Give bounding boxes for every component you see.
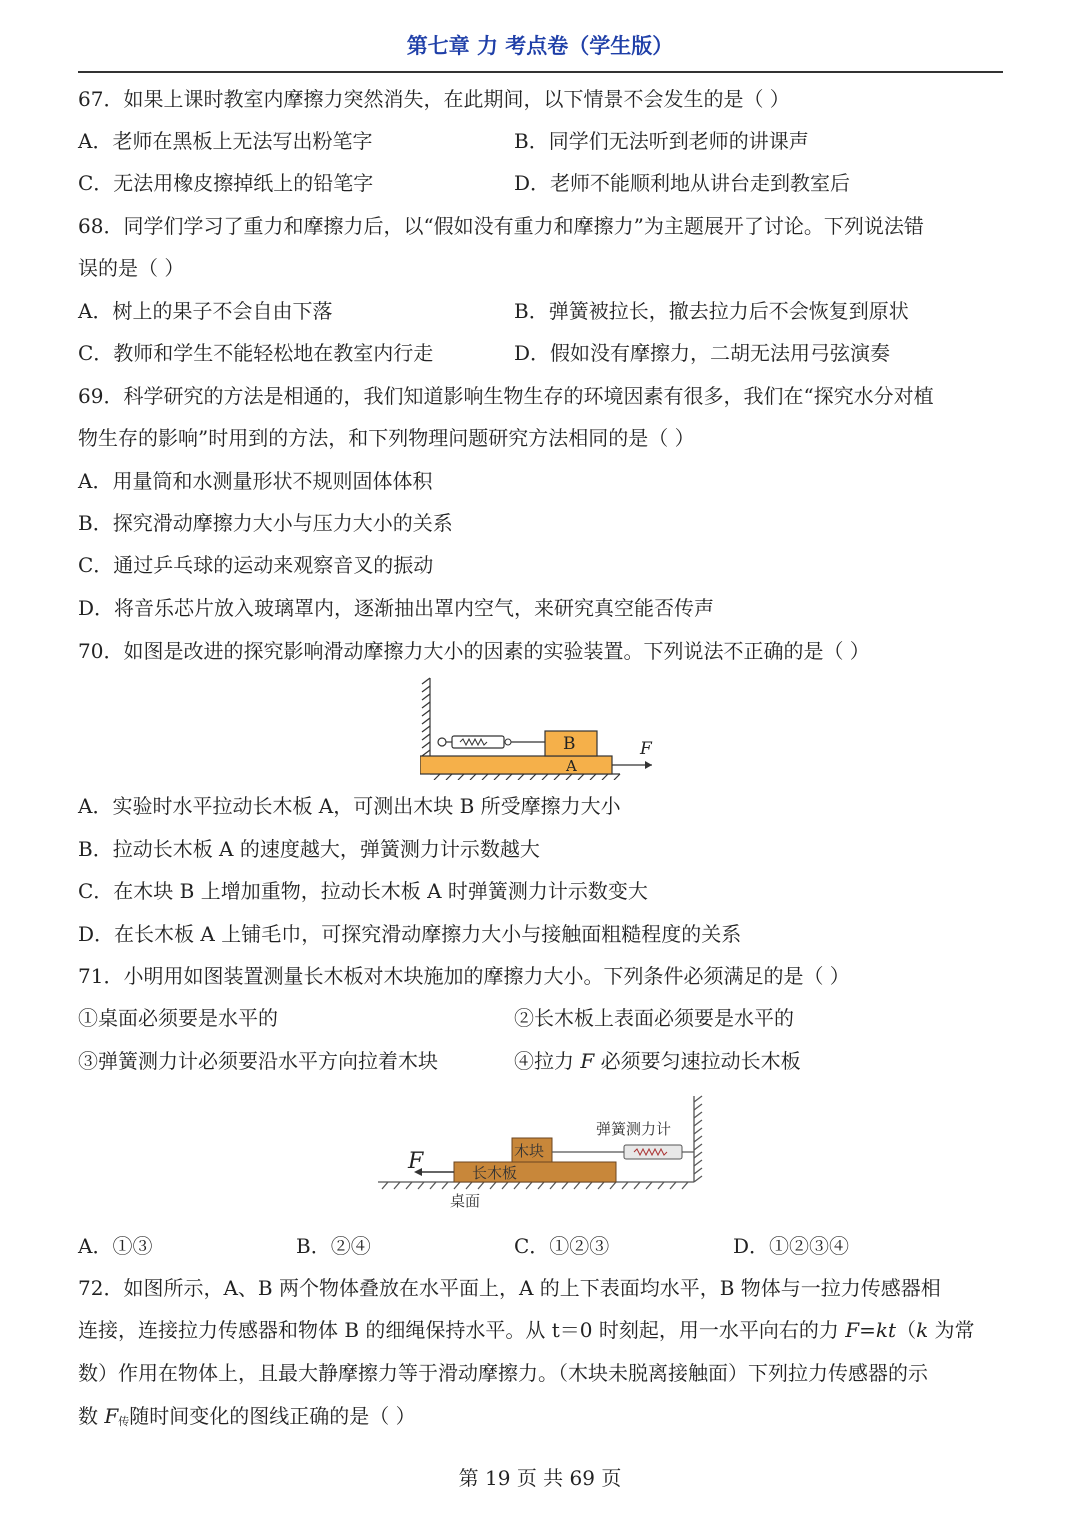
header-rule xyxy=(78,71,1003,73)
q67-option-d: D．老师不能顺利地从讲台走到教室后 xyxy=(514,171,851,195)
q71-option-b: B．②④ xyxy=(296,1234,371,1258)
q70-board-a xyxy=(420,756,612,774)
q72-stem-line4: 数 $F_传$随时间变化的图线正确的是（ ） xyxy=(78,1404,416,1428)
q69-option-a: A．用量筒和水测量形状不规则固体体积 xyxy=(78,469,433,493)
q70-stem: 70．如图是改进的探究影响滑动摩擦力大小的因素的实验装置。下列说法不正确的是（ ） xyxy=(78,639,870,663)
q72-stem-line3: 数）作用在物体上，且最大静摩擦力等于滑动摩擦力。（木块未脱离接触面）下列拉力传感器的示 xyxy=(78,1361,928,1385)
q67-option-c: C．无法用橡皮擦掉纸上的铅笔字 xyxy=(78,171,374,195)
q70-option-b: B．拉动长木板 A 的速度越大，弹簧测力计示数越大 xyxy=(78,837,540,861)
q70-option-c: C．在木块 B 上增加重物，拉动长木板 A 时弹簧测力计示数变大 xyxy=(78,879,648,903)
q71-option-c: C．①②③ xyxy=(514,1234,610,1258)
q67-stem: 67．如果上课时教室内摩擦力突然消失，在此期间，以下情景不会发生的是（ ） xyxy=(78,87,790,111)
q71-label-block: 木块 xyxy=(514,1142,545,1160)
q70-spring-scale xyxy=(438,736,545,748)
q69-option-c: C．通过乒乓球的运动来观察音叉的振动 xyxy=(78,553,434,577)
q69-stem-line2: 物生存的影响”时用到的方法，和下列物理问题研究方法相同的是（ ） xyxy=(78,426,695,450)
q71-stem: 71．小明用如图装置测量长木板对木块施加的摩擦力大小。下列条件必须满足的是（ ） xyxy=(78,964,850,988)
q71-label-f: F xyxy=(408,1149,424,1174)
q70-label-f: F xyxy=(640,739,652,759)
page-footer: 第 19 页 共 69 页 xyxy=(458,1466,622,1490)
q71-condition-3: ③弹簧测力计必须要沿水平方向拉着木块 xyxy=(78,1049,438,1073)
q71-label-table: 桌面 xyxy=(450,1192,481,1210)
q71-apparatus-figure xyxy=(378,1092,708,1214)
q71-table xyxy=(378,1182,694,1189)
q71-condition-4: ④拉力 F 必须要匀速拉动长木板 xyxy=(514,1049,801,1073)
q71-condition-1: ①桌面必须要是水平的 xyxy=(78,1006,278,1030)
q67-option-b: B．同学们无法听到老师的讲课声 xyxy=(514,129,809,153)
q71-condition-2: ②长木板上表面必须要是水平的 xyxy=(514,1006,794,1030)
q68-option-c: C．教师和学生不能轻松地在教室内行走 xyxy=(78,341,434,365)
q70-ground xyxy=(430,774,620,780)
q70-label-a: A xyxy=(566,757,577,775)
q68-stem-line1: 68．同学们学习了重力和摩擦力后，以“假如没有重力和摩擦力”为主题展开了讨论。下列说法错 xyxy=(78,214,924,238)
page-header-title: 第七章 力 考点卷（学生版） xyxy=(406,34,674,58)
q69-stem-line1: 69．科学研究的方法是相通的，我们知道影响生物生存的环境因素有很多，我们在“探究水分对植 xyxy=(78,384,934,408)
q70-apparatus-figure xyxy=(420,676,670,780)
q68-option-d: D．假如没有摩擦力，二胡无法用弓弦演奏 xyxy=(514,341,891,365)
q71-wall xyxy=(694,1096,702,1182)
q70-force-arrow xyxy=(612,761,652,769)
q68-option-b: B．弹簧被拉长，撤去拉力后不会恢复到原状 xyxy=(514,299,909,323)
q70-option-d: D．在长木板 A 上铺毛巾，可探究滑动摩擦力大小与接触面粗糙程度的关系 xyxy=(78,922,742,946)
q70-option-a: A．实验时水平拉动长木板 A，可测出木块 B 所受摩擦力大小 xyxy=(78,794,621,818)
q72-stem-line1: 72．如图所示，A、B 两个物体叠放在水平面上，A 的上下表面均水平，B 物体与一拉力传感器相 xyxy=(78,1276,941,1300)
q69-option-b: B．探究滑动摩擦力大小与压力大小的关系 xyxy=(78,511,453,535)
q68-option-a: A．树上的果子不会自由下落 xyxy=(78,299,333,323)
q71-option-d: D．①②③④ xyxy=(733,1234,850,1258)
q71-label-spring: 弹簧测力计 xyxy=(596,1120,672,1138)
q72-stem-line2: 连接，连接拉力传感器和物体 B 的细绳保持水平。从 t＝0 时刻起，用一水平向右的力 F=kt（k 为常 xyxy=(78,1318,975,1342)
q68-stem-line2: 误的是（ ） xyxy=(78,256,185,280)
q71-spring-scale xyxy=(552,1145,694,1159)
q70-label-b: B xyxy=(563,734,576,754)
q71-label-board: 长木板 xyxy=(472,1164,518,1182)
q71-option-a: A．①③ xyxy=(78,1234,153,1258)
q69-option-d: D．将音乐芯片放入玻璃罩内，逐渐抽出罩内空气，来研究真空能否传声 xyxy=(78,596,715,620)
q67-option-a: A．老师在黑板上无法写出粉笔字 xyxy=(78,129,373,153)
